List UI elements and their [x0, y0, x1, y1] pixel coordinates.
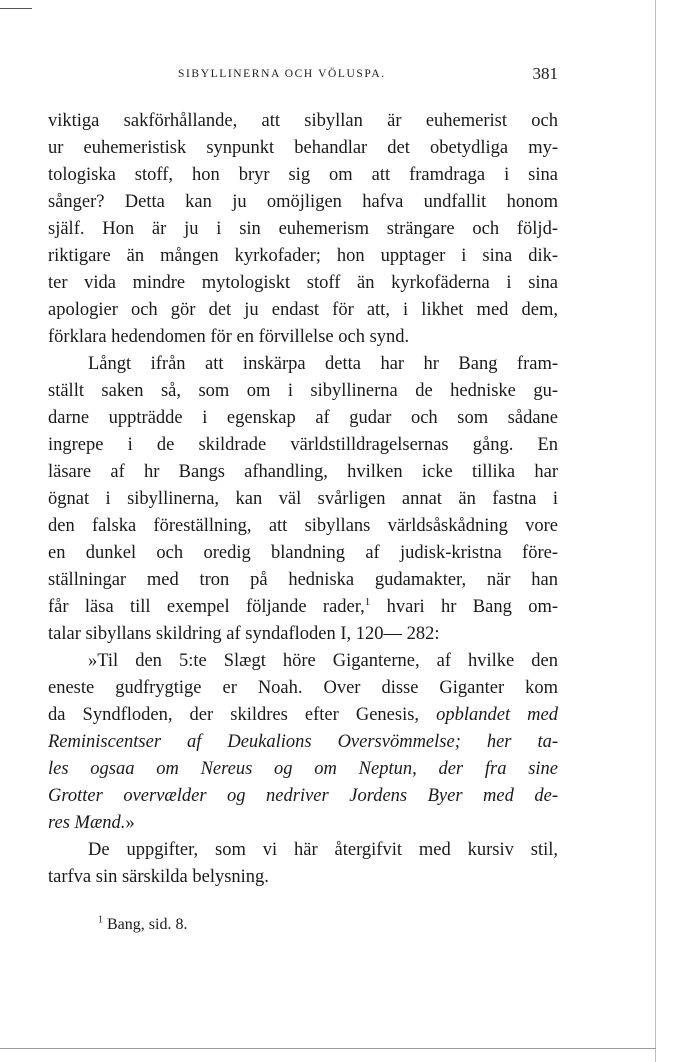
text-line: apologier och gör det ju endast för att, i likhet med dem,	[48, 300, 558, 320]
text-segment: hvari hr Bang om-	[370, 597, 558, 617]
body-text	[48, 108, 558, 891]
quote-line: eneste gudfrygtige er Noah. Over disse Giganter kom	[48, 678, 558, 698]
page-edge-mark	[0, 8, 32, 9]
text-line: viktiga sakförhållande, att sibyllan är euhemerist och	[48, 111, 558, 131]
quote-line	[48, 729, 558, 756]
text-line: darne uppträdde i egenskap af gudar och som sådane	[48, 408, 558, 428]
italic-segment: les ogsaa om Nereus og om Neptun, der fra sine	[48, 759, 558, 779]
page-bottom-edge	[0, 1048, 656, 1049]
text-line: ögnat i sibyllinerna, kan väl svårligen annat än fastna i	[48, 489, 558, 509]
running-title: SIBYLLINERNA OCH VÖLUSPA.	[178, 68, 386, 80]
text-line: den falska föreställning, att sibyllans världsåskådning vore	[48, 516, 558, 536]
italic-segment: opblandet med	[436, 705, 558, 725]
quote-line	[48, 783, 558, 810]
footnote-marker: 1	[98, 914, 103, 926]
page-fold-line	[655, 0, 656, 1062]
text-line: läsare af hr Bangs afhandling, hvilken icke tillika har	[48, 462, 558, 482]
quote-line: »Til den 5:te Slægt höre Giganterne, af hvilke den	[88, 651, 558, 671]
quote-line	[48, 810, 558, 837]
text-segment: får läsa till exempel följande rader,	[48, 597, 365, 617]
text-line: talar sibyllans skildring af syndafloden I, 120— 282:	[48, 624, 440, 644]
closing-quote: »	[125, 813, 135, 833]
quote-line	[48, 756, 558, 783]
footnote-reference: 1	[364, 595, 371, 608]
italic-segment: Grotter overvælder og nedriver Jordens Byer med de-	[48, 786, 558, 806]
text-line: ter vida mindre mytologiskt stoff än kyrkofäderna i sina	[48, 273, 558, 293]
quote-line	[48, 702, 558, 729]
text-line: Långt ifrån att inskärpa detta har hr Bang fram-	[88, 354, 558, 374]
text-line: själf. Hon är ju i sin euhemerism strängare och följd-	[48, 219, 558, 239]
text-line: ställningar med tron på hedniska gudamakter, när han	[48, 570, 558, 590]
text-line: en dunkel och oredig blandning af judisk-kristna före-	[48, 543, 558, 563]
text-line: ställt saken så, som om i sibyllinerna de hedniske gu-	[48, 381, 558, 401]
italic-segment: Reminiscentser af Deukalions Oversvömmelse; her ta-	[48, 732, 558, 752]
text-line: riktigare än mången kyrkofader; hon upptager i sina dik-	[48, 246, 558, 266]
text-line: tarfva sin särskilda belysning.	[48, 867, 269, 887]
text-line: tologiska stoff, hon bryr sig om att framdraga i sina	[48, 165, 558, 185]
text-line: ur euhemeristisk synpunkt behandlar det obetydliga my-	[48, 138, 558, 158]
footnote	[98, 916, 187, 934]
text-line	[48, 594, 558, 621]
quote-segment: da Syndfloden, der skildres efter Genesis,	[48, 705, 437, 725]
footnote-text: Bang, sid. 8.	[107, 916, 188, 933]
running-head	[48, 64, 558, 86]
page-number: 381	[532, 64, 558, 83]
text-line: förklara hedendomen för en förvillelse och synd.	[48, 327, 410, 347]
text-line: ingrepe i de skildrade världstilldragelsernas gång. En	[48, 435, 558, 455]
text-line: De uppgifter, som vi här återgifvit med kursiv stil,	[88, 840, 558, 860]
italic-segment: res Mænd.	[48, 813, 126, 833]
text-line: sånger? Detta kan ju omöjligen hafva undfallit honom	[48, 192, 558, 212]
